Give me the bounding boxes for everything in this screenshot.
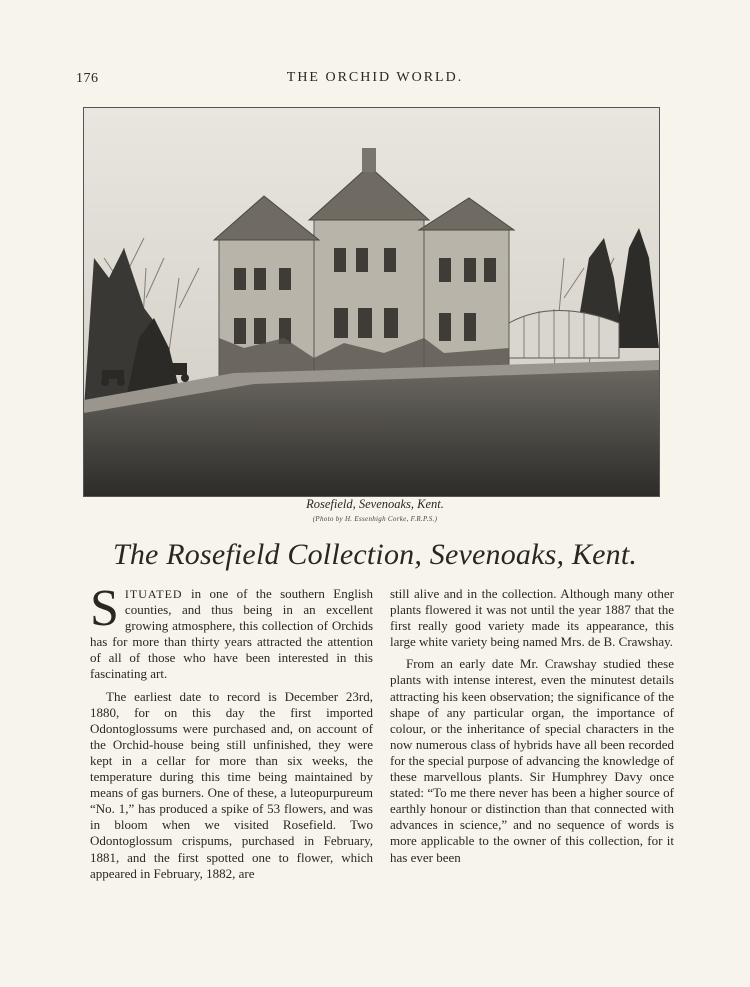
paragraph-1 [90, 580, 373, 683]
house-photo-illustration [84, 108, 659, 496]
paragraph-1-text: in one of the southern English counties, and thus being in an excellent growing atmosphere, this collection of Orchids has for more than thirty years attracted the attention of all of those who have been interested in this fascinating art. [90, 586, 373, 682]
text-column-left [90, 580, 373, 882]
page-number: 176 [76, 71, 99, 86]
paragraph-4: From an early date Mr. Crawshay studied these plants with intense interest, even the minutest details attracting his keen observation; the significance of the shape of any particular organ, the importance of colour, or the inheritance of special characters in the now numerous class of hybrids have all been recorded for the special purpose of advancing the knowledge of these marvellous plants. Sir Humphrey Davy once stated: “To me there never has been a higher source of earthly honour or distinction than that connected with advances in science,” and no sequence of words is more applicable to the owner of this collection, for it has ever been [390, 656, 674, 865]
running-head: THE ORCHID WORLD. [286, 70, 464, 85]
article-title: The Rosefield Collection, Sevenoaks, Kent. [112, 538, 638, 571]
photo-caption: Rosefield, Sevenoaks, Kent. [306, 497, 444, 511]
opening-word: ITUATED [124, 587, 183, 601]
drop-cap: S [90, 580, 119, 637]
text-column-right [390, 586, 674, 866]
paragraph-3: still alive and in the collection. Although many other plants flowered it was not until the year 1887 that the first really good variety made its appearance, this large white variety being named Mrs. de B. Crawshay. [390, 586, 674, 650]
photo-credit: (Photo by H. Essenhigh Corke, F.R.P.S.) [312, 515, 438, 523]
house-photograph [83, 107, 660, 497]
paragraph-2: The earliest date to record is December 23rd, 1880, for on this day the first imported Odontoglossums were purchased and, on account of the Orchid-house being still unfinished, they were kept in a cellar for more than six weeks, the temperature during this time being maintained by means of gas burners. One of these, a luteopurpureum “No. 1,” has produced a spike of 53 flowers, and was in bloom when we visited Rosefield. Two Odontoglossum crispums, purchased in February, 1881, and the first spotted one to flower, which appeared in February, 1882, are [90, 688, 373, 881]
